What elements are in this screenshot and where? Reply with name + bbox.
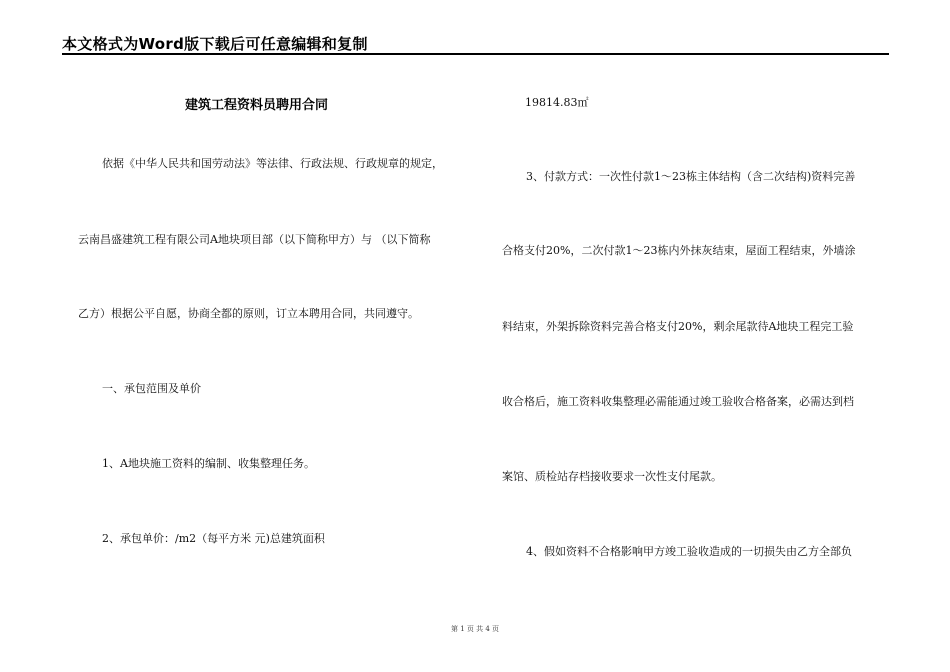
document-title: 建筑工程资料员聘用合同 bbox=[185, 98, 329, 113]
left-line-6: 2、承包单价：/m2（每平方米 元)总建筑面积 bbox=[102, 532, 325, 545]
right-line-3: 合格支付20%，二次付款1～23栋内外抹灰结束，屋面工程结束，外墙涂 bbox=[502, 244, 856, 257]
right-line-4: 料结束，外架拆除资料完善合格支付20%，剩余尾款待A地块工程完工验 bbox=[502, 320, 854, 333]
right-line-2: 3、付款方式：一次性付款1～23栋主体结构（含二次结构)资料完善 bbox=[526, 170, 856, 183]
left-line-5: 1、A地块施工资料的编制、收集整理任务。 bbox=[102, 457, 315, 470]
right-line-1: 19814.83㎡ bbox=[525, 96, 589, 109]
left-line-3: 乙方）根据公平自愿，协商全都的原则，订立本聘用合同，共同遵守。 bbox=[78, 307, 419, 320]
left-line-2: 云南昌盛建筑工程有限公司A地块项目部（以下简称甲方）与 （以下简称 bbox=[78, 233, 431, 246]
section-heading-1: 一、承包范围及单价 bbox=[102, 382, 201, 395]
document-header-text: 本文格式为Word版下载后可任意编辑和复制 bbox=[62, 35, 368, 53]
right-line-5: 收合格后，施工资料收集整理必需能通过竣工验收合格备案，必需达到档 bbox=[502, 395, 854, 408]
left-line-1: 依据《中华人民共和国劳动法》等法律、行政法规、行政规章的规定， bbox=[102, 157, 443, 170]
page-number: 第 1 页 共 4 页 bbox=[450, 625, 500, 633]
right-line-6: 案馆、质检站存档接收要求一次性支付尾款。 bbox=[502, 470, 722, 483]
header-divider bbox=[62, 53, 889, 55]
right-line-7: 4、假如资料不合格影响甲方竣工验收造成的一切损失由乙方全部负 bbox=[526, 545, 852, 558]
